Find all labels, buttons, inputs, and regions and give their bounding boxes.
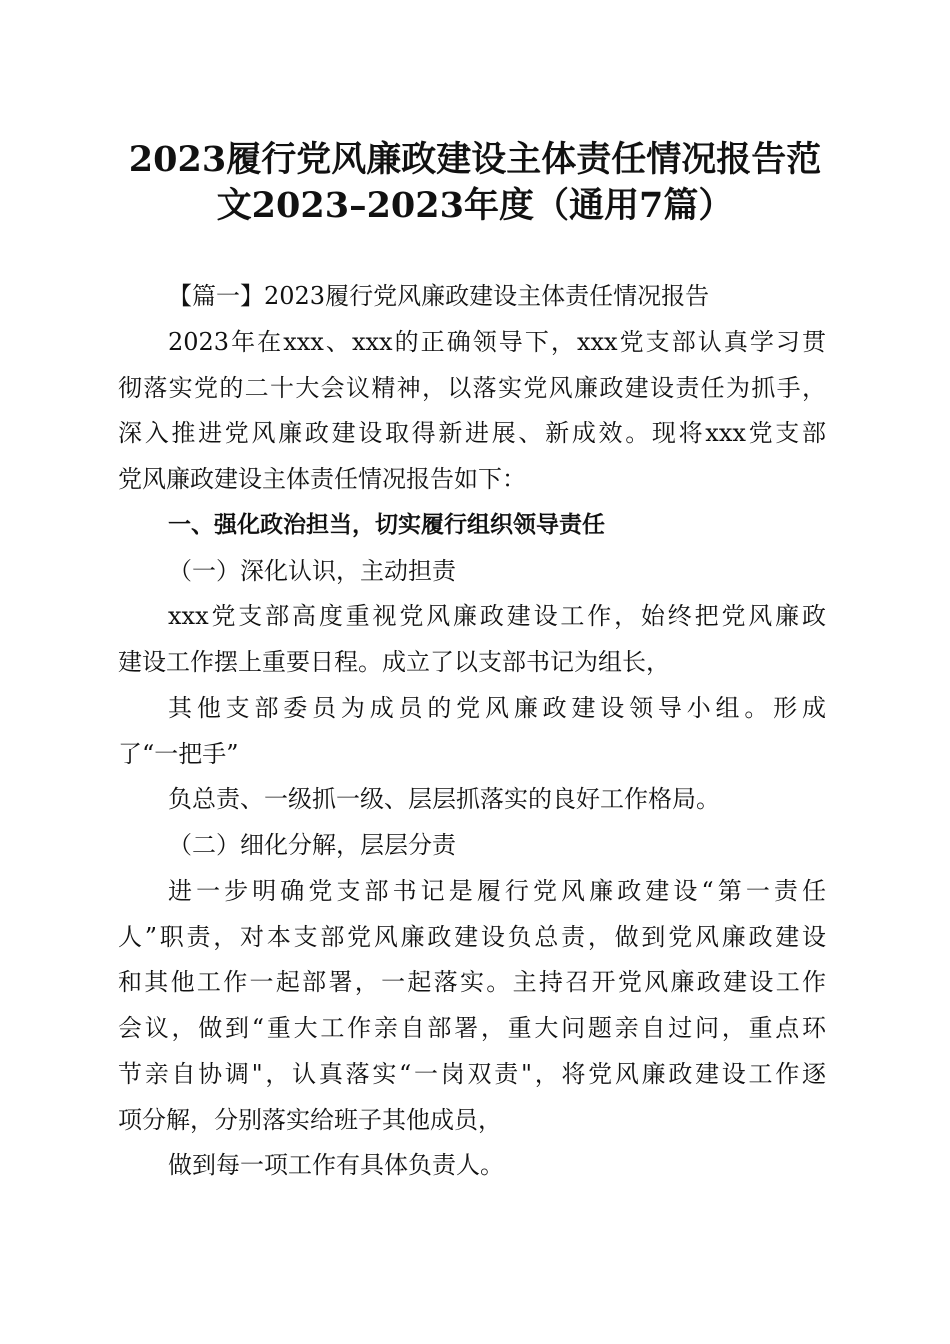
paragraph-line: 2023年在xxx、xxx的正确领导下，xxx党支部认真学习贯 <box>168 328 826 356</box>
paragraph-line: 彻落实党的二十大会议精神，以落实党风廉政建设责任为抓手， <box>118 374 826 402</box>
paragraph-line: 会议，做到“重大工作亲自部署，重大问题亲自过问，重点环 <box>118 1014 826 1042</box>
paragraph-line: 其他支部委员为成员的党风廉政建设领导小组。形成 <box>168 694 826 722</box>
subsection-heading: （一）深化认识，主动担责 <box>168 557 456 585</box>
paragraph-line: 党风廉政建设主体责任情况报告如下： <box>118 465 526 493</box>
paragraph-line: 做到每一项工作有具体负责人。 <box>168 1151 504 1179</box>
section-label: 【篇一】2023履行党风廉政建设主体责任情况报告 <box>168 282 710 310</box>
paragraph-line: xxx党支部高度重视党风廉政建设工作，始终把党风廉政 <box>168 602 826 630</box>
document-title-line-2: 文2023–2023年度（通用7篇） <box>216 185 734 226</box>
subsection-heading: （二）细化分解，层层分责 <box>168 831 456 859</box>
paragraph-line: 建设工作摆上重要日程。成立了以支部书记为组长， <box>118 648 670 676</box>
paragraph-line: 节亲自协调"，认真落实“一岗双责"，将党风廉政建设工作逐 <box>118 1060 826 1088</box>
paragraph-line: 和其他工作一起部署，一起落实。主持召开党风廉政建设工作 <box>118 968 826 996</box>
section-heading: 一、强化政治担当，切实履行组织领导责任 <box>168 512 605 538</box>
paragraph-line: 了“一把手” <box>118 740 239 768</box>
document-title-line-1: 2023履行党风廉政建设主体责任情况报告范 <box>128 139 822 180</box>
paragraph-line: 项分解，分别落实给班子其他成员， <box>118 1106 502 1134</box>
paragraph-line: 人”职责，对本支部党风廉政建设负总责，做到党风廉政建设 <box>118 923 826 951</box>
paragraph-line: 进一步明确党支部书记是履行党风廉政建设“第一责任 <box>168 877 826 905</box>
paragraph-line: 负总责、一级抓一级、层层抓落实的良好工作格局。 <box>168 785 720 813</box>
paragraph-line: 深入推进党风廉政建设取得新进展、新成效。现将xxx党支部 <box>118 419 826 447</box>
